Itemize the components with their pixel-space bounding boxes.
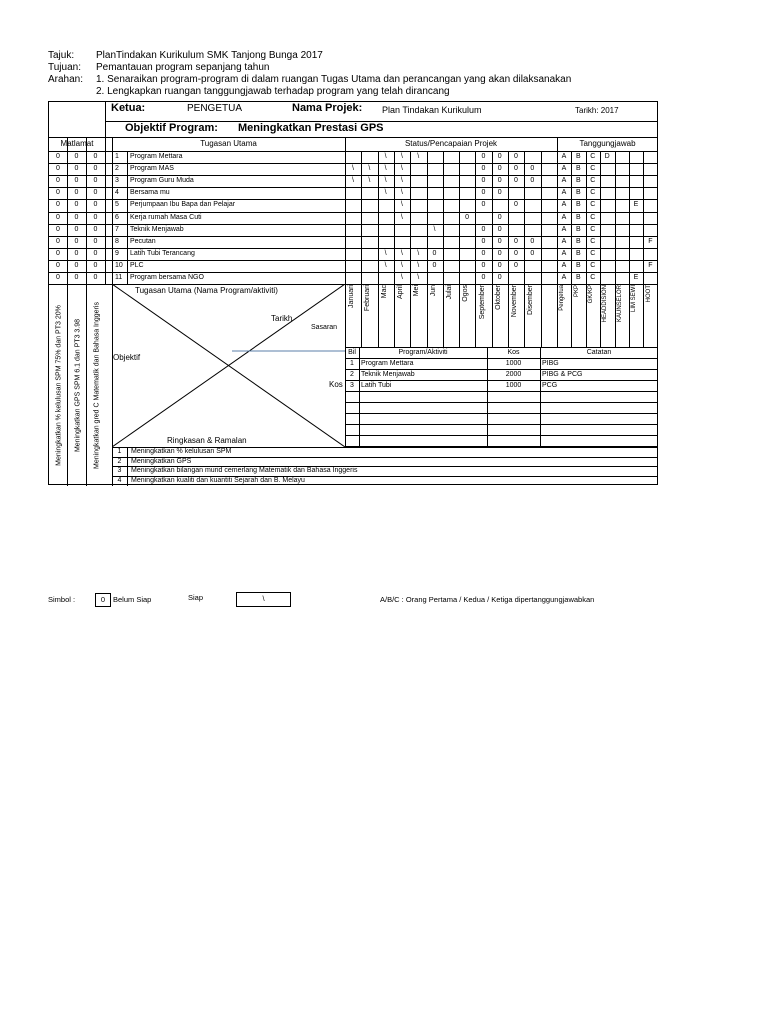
simbol-label: Simbol : — [48, 595, 76, 604]
task-number: 10 — [115, 261, 123, 269]
month-status-cell: \ — [384, 261, 387, 269]
month-header: April — [397, 285, 404, 300]
month-status-cell: 0 — [497, 189, 502, 197]
matlamat-cell: 0 — [93, 213, 98, 221]
objective-text: Meningkatkan % kelulusan SPM — [131, 448, 232, 455]
cost-header: Bil — [348, 349, 356, 356]
objective-number: 2 — [117, 457, 122, 465]
diagram-kos-label: Kos — [329, 380, 343, 389]
month-status-cell: 0 — [530, 165, 535, 173]
diagram-sasaran-label: Sasaran — [311, 324, 338, 331]
matlamat-cell: 0 — [56, 201, 60, 209]
responsibility-cell: A — [561, 201, 567, 209]
month-status-cell: \ — [400, 201, 403, 209]
row-divider — [345, 358, 658, 359]
month-status-cell: \ — [384, 189, 387, 197]
matlamat-cell: 0 — [56, 261, 60, 269]
responsibility-header: HOOT — [645, 285, 652, 303]
header-label: Tujuan: — [48, 62, 81, 73]
col-divider — [359, 347, 360, 447]
row-divider — [345, 347, 658, 348]
responsibility-cell: B — [576, 177, 581, 185]
month-status-cell: \ — [433, 225, 436, 233]
row-divider — [345, 369, 658, 370]
matlamat-cell: 0 — [74, 261, 79, 269]
month-status-cell: 0 — [497, 225, 502, 233]
responsibility-cell: A — [561, 225, 567, 233]
responsibility-cell: B — [576, 225, 581, 233]
cost-no: 3 — [350, 382, 354, 389]
responsibility-cell: C — [590, 201, 596, 209]
month-header: Julai — [445, 285, 453, 300]
row-divider — [345, 435, 658, 436]
matlamat-cell: 0 — [56, 249, 60, 257]
responsibility-cell: C — [590, 274, 596, 281]
responsibility-header: HEADDISION — [602, 285, 609, 323]
matlamat-cell: 0 — [74, 189, 79, 197]
task-name: Teknik Menjawab — [130, 225, 184, 233]
diagram-cross — [112, 284, 345, 447]
task-number: 7 — [115, 225, 119, 233]
col-divider — [127, 447, 128, 486]
responsibility-cell: A — [561, 274, 567, 281]
row-divider — [345, 402, 658, 403]
task-number: 3 — [115, 177, 119, 185]
diagram-bottom-label: Ringkasan & Ramalan — [167, 436, 247, 445]
responsibility-cell: A — [561, 153, 567, 160]
month-status-cell: \ — [400, 261, 403, 269]
responsibility-cell: C — [590, 153, 596, 160]
document-header — [48, 50, 571, 98]
month-status-cell: \ — [400, 213, 403, 221]
matlamat-goal-2: Meningkatkan GPS SPM 6.1 dan PT3 3.98 — [74, 318, 82, 453]
task-number: 8 — [115, 237, 119, 245]
cost-header: Kos — [507, 349, 520, 356]
task-number: 1 — [115, 153, 119, 160]
month-status-cell: \ — [352, 165, 354, 173]
diagram-tarikh-label: Tarikh — [271, 314, 293, 323]
responsibility-cell: D — [604, 153, 610, 160]
responsibility-cell: A — [561, 249, 567, 257]
task-name: Kerja rumah Masa Cuti — [130, 213, 202, 221]
month-status-cell: 0 — [497, 213, 502, 221]
matlamat-cell: 0 — [93, 153, 98, 160]
month-status-cell: \ — [400, 274, 403, 281]
cost-header: Program/Aktiviti — [398, 349, 448, 356]
matlamat-cell: 0 — [56, 177, 60, 185]
month-header: September — [478, 285, 486, 320]
responsibility-cell: C — [590, 165, 596, 173]
cost-no: 1 — [350, 360, 354, 367]
matlamat-cell: 0 — [74, 153, 79, 160]
responsibility-cell: A — [561, 177, 567, 185]
month-status-cell: 0 — [497, 261, 502, 269]
month-status-cell: 0 — [497, 177, 502, 185]
responsibility-cell: B — [576, 165, 581, 173]
tarikh-value: Tarikh: 2017 — [575, 106, 619, 115]
header-label — [48, 86, 96, 98]
matlamat-cell: 0 — [74, 177, 79, 185]
row-divider — [49, 260, 658, 261]
month-status-cell: 0 — [530, 249, 535, 257]
row-divider — [345, 391, 658, 392]
month-status-cell: \ — [400, 177, 403, 185]
objektif-label: Objektif Program: — [125, 122, 218, 134]
month-status-cell: \ — [384, 249, 387, 257]
projek-value: Plan Tindakan Kurikulum — [382, 105, 482, 115]
month-status-cell: \ — [417, 274, 420, 281]
cost-prog: Latih Tubi — [361, 382, 392, 389]
month-header: Mac — [380, 285, 388, 299]
month-status-cell: 0 — [432, 249, 437, 257]
col-divider — [540, 347, 541, 447]
responsibility-cell: B — [576, 189, 581, 197]
month-status-cell: 0 — [481, 225, 486, 233]
responsibility-cell: E — [633, 201, 639, 209]
month-header: Januari — [348, 285, 356, 308]
month-status-cell: 0 — [497, 274, 502, 281]
month-status-cell: \ — [417, 261, 420, 269]
belum-siap-label: Belum Siap — [113, 595, 152, 604]
task-name: Bersama mu — [130, 189, 170, 197]
month-status-cell: 0 — [481, 177, 486, 185]
month-status-cell: 0 — [514, 237, 518, 245]
month-status-cell: 0 — [432, 261, 437, 269]
task-name: Program Guru Muda — [130, 177, 194, 185]
matlamat-cell: 0 — [74, 165, 79, 173]
row-divider — [49, 248, 658, 249]
responsibility-cell: A — [561, 213, 567, 221]
objective-number: 3 — [117, 467, 122, 475]
matlamat-cell: 0 — [74, 274, 79, 281]
row-divider — [49, 199, 658, 200]
responsibility-cell: F — [648, 237, 653, 245]
month-status-cell: 0 — [481, 189, 486, 197]
task-name: PLC — [130, 261, 144, 269]
month-status-cell: \ — [417, 153, 420, 160]
header-label: Tajuk: — [48, 50, 75, 61]
matlamat-cell: 0 — [56, 274, 60, 281]
row-divider — [345, 413, 658, 414]
matlamat-cell: 0 — [56, 237, 60, 245]
col-divider — [541, 151, 542, 347]
month-status-cell: 0 — [481, 201, 486, 209]
month-status-cell: 0 — [514, 153, 518, 160]
status-header: Status/Pencapaian Projek — [404, 139, 498, 148]
responsibility-cell: C — [590, 261, 596, 269]
cost-kos: 1000 — [505, 360, 522, 367]
matlamat-cell: 0 — [74, 237, 79, 245]
month-header: Disember — [527, 285, 535, 315]
responsibility-cell: A — [561, 165, 567, 173]
task-name: Pecutan — [130, 237, 156, 245]
cost-catatan: PIBG & PCG — [542, 371, 583, 378]
row-divider — [49, 187, 658, 188]
month-status-cell: \ — [400, 165, 403, 173]
matlamat-cell: 0 — [56, 165, 60, 173]
responsibility-cell: B — [576, 249, 581, 257]
task-number: 4 — [115, 189, 119, 197]
task-number: 2 — [115, 165, 119, 173]
responsibility-cell: C — [590, 249, 596, 257]
tanggungjawab-header: Tanggungjawab — [579, 139, 636, 148]
cost-catatan: PCG — [542, 382, 558, 389]
month-status-cell: 0 — [497, 249, 502, 257]
header-value: PlanTindakan Kurikulum SMK Tanjong Bunga 2017 — [96, 50, 323, 61]
header-value: Pemantauan program sepanjang tahun — [96, 62, 270, 73]
month-status-cell: 0 — [514, 165, 518, 173]
responsibility-cell: B — [576, 153, 581, 160]
month-status-cell: 0 — [497, 153, 502, 160]
month-status-cell: 0 — [481, 165, 486, 173]
month-status-cell: 0 — [514, 177, 518, 185]
cost-kos: 1000 — [505, 382, 522, 389]
matlamat-cell: 0 — [93, 177, 98, 185]
col-divider — [643, 151, 644, 347]
col-divider — [629, 151, 630, 347]
matlamat-cell: 0 — [56, 189, 60, 197]
responsibility-header: PKP — [573, 285, 580, 298]
month-status-cell: 0 — [514, 201, 518, 209]
matlamat-cell: 0 — [56, 153, 60, 160]
matlamat-cell: 0 — [93, 165, 98, 173]
siap-label: Siap — [188, 593, 204, 602]
cost-catatan: PIBG — [542, 360, 559, 367]
tugasan-header: Tugasan Utama — [200, 139, 257, 148]
col-divider — [127, 151, 128, 284]
row-divider — [49, 163, 658, 164]
col-divider — [443, 151, 444, 347]
plan-sheet — [48, 101, 658, 485]
matlamat-cell: 0 — [93, 189, 98, 197]
diagram-top-label: Tugasan Utama (Nama Program/aktiviti) — [135, 286, 278, 295]
month-status-cell: 0 — [481, 249, 486, 257]
responsibility-cell: E — [633, 274, 639, 281]
task-number: 6 — [115, 213, 119, 221]
month-status-cell: \ — [368, 165, 371, 173]
objective-number: 4 — [117, 476, 122, 484]
row-divider — [345, 424, 658, 425]
matlamat-cell: 0 — [74, 201, 79, 209]
matlamat-cell: 0 — [74, 213, 79, 221]
responsibility-header: LIM SEWI — [631, 285, 638, 313]
row-divider — [49, 272, 658, 273]
task-number: 5 — [115, 201, 119, 209]
month-status-cell: 0 — [514, 249, 518, 257]
header-label: Arahan: — [48, 74, 84, 85]
month-status-cell: \ — [417, 249, 420, 257]
responsibility-cell: C — [590, 177, 596, 185]
month-header: Mei — [413, 285, 421, 297]
cost-prog: Program Mettara — [361, 360, 414, 367]
month-status-cell: 0 — [465, 213, 470, 221]
cost-header: Catatan — [586, 349, 612, 356]
responsibility-cell: B — [576, 201, 581, 209]
task-number: 11 — [115, 274, 123, 281]
matlamat-cell: 0 — [56, 213, 60, 221]
responsibility-cell: A — [561, 261, 567, 269]
month-status-cell: \ — [384, 165, 387, 173]
objective-text: Meningkatkan GPS — [131, 457, 192, 465]
cost-prog: Teknik Menjawab — [361, 371, 415, 378]
matlamat-cell: 0 — [74, 225, 79, 233]
col-divider — [459, 151, 460, 347]
task-name: Perjumpaan Ibu Bapa dan Pelajar — [130, 201, 236, 209]
responsibility-cell: C — [590, 237, 596, 245]
month-header: Februari — [364, 285, 372, 312]
projek-label: Nama Projek: — [292, 102, 363, 114]
row-divider — [345, 380, 658, 381]
task-name: Program bersama NGO — [130, 274, 204, 281]
ketua-label: Ketua: — [111, 102, 146, 114]
cost-kos: 2000 — [505, 371, 522, 378]
objective-text: Meningkatkan kualiti dan kuantiti Sejarah dan B. Melayu — [131, 476, 305, 484]
objective-number: 1 — [117, 448, 122, 455]
header-value: 1. Senaraikan program-program di dalam ruangan Tugas Utama dan perancangan yang akan dilaksanakan — [96, 74, 572, 85]
responsibility-cell: C — [590, 225, 596, 233]
month-status-cell: \ — [400, 189, 403, 197]
matlamat-cell: 0 — [93, 225, 98, 233]
month-status-cell: \ — [384, 177, 387, 185]
row-divider — [49, 224, 658, 225]
task-name: Latih Tubi Terancang — [130, 249, 195, 257]
month-status-cell: 0 — [481, 261, 486, 269]
month-status-cell: 0 — [481, 153, 486, 160]
responsibility-cell: B — [576, 274, 581, 281]
col-divider — [615, 151, 616, 347]
matlamat-cell: 0 — [93, 237, 98, 245]
responsibility-cell: C — [590, 189, 596, 197]
matlamat-cell: 0 — [93, 274, 98, 281]
month-status-cell: 0 — [497, 165, 502, 173]
month-header: Ogos — [462, 285, 470, 302]
diagram-objektif-label: Objektif — [113, 353, 141, 362]
matlamat-header: Matlamat — [60, 139, 94, 148]
month-status-cell: \ — [384, 153, 387, 160]
month-header: November — [511, 285, 519, 318]
col-divider — [112, 137, 113, 284]
responsibility-header: KAUNSELOR — [616, 285, 623, 323]
ketua-value: PENGETUA — [187, 103, 243, 114]
objective-text: Meningkatkan bilangan murid cemerlang Matematik dan Bahasa Inggeris — [131, 467, 358, 475]
responsibility-header: Pengetua — [559, 285, 566, 311]
responsibility-cell: B — [576, 261, 581, 269]
responsibility-cell: F — [648, 261, 653, 269]
task-name: Program MAS — [130, 165, 174, 173]
cost-no: 2 — [350, 371, 354, 378]
responsibility-cell: C — [590, 213, 596, 221]
responsibility-legend: A/B/C : Orang Pertama / Kedua / Ketiga dipertanggungjawabkan — [380, 595, 595, 604]
month-status-cell: \ — [400, 153, 403, 160]
matlamat-goal-1: Meningkatkan % kelulusan SPM 75% dan PT3 20% — [55, 305, 63, 466]
row-divider — [49, 236, 658, 237]
responsibility-cell: A — [561, 189, 567, 197]
task-number: 9 — [115, 249, 119, 257]
responsibility-cell: B — [576, 237, 581, 245]
row-divider — [112, 457, 658, 458]
responsibility-header: GK/KP — [588, 285, 594, 304]
month-status-cell: 0 — [481, 274, 486, 281]
month-status-cell: 0 — [481, 237, 486, 245]
month-header: Oktober — [494, 285, 502, 310]
row-divider — [49, 175, 658, 176]
month-status-cell: \ — [400, 249, 403, 257]
matlamat-goal-3: Meningkatkan gred C Matematik dan Bahasa Inggeris — [93, 302, 101, 469]
row-divider — [49, 212, 658, 213]
task-name: Program Mettara — [130, 153, 183, 160]
siap-symbol: \ — [236, 592, 291, 607]
matlamat-cell: 0 — [93, 261, 98, 269]
month-status-cell: \ — [368, 177, 371, 185]
matlamat-cell: 0 — [74, 249, 79, 257]
responsibility-cell: A — [561, 237, 567, 245]
matlamat-cell: 0 — [93, 249, 98, 257]
belum-siap-symbol: 0 — [95, 593, 111, 607]
header-value: 2. Lengkapkan ruangan tanggungjawab terhadap program yang telah dirancang — [96, 86, 450, 97]
matlamat-cell: 0 — [93, 201, 98, 209]
month-status-cell: 0 — [530, 237, 535, 245]
month-status-cell: \ — [352, 177, 354, 185]
month-status-cell: 0 — [530, 177, 535, 185]
month-header: Jun — [429, 285, 437, 297]
month-status-cell: 0 — [497, 237, 502, 245]
month-status-cell: 0 — [514, 261, 518, 269]
objektif-value: Meningkatkan Prestasi GPS — [238, 122, 384, 134]
matlamat-cell: 0 — [56, 225, 60, 233]
responsibility-cell: B — [576, 213, 581, 221]
